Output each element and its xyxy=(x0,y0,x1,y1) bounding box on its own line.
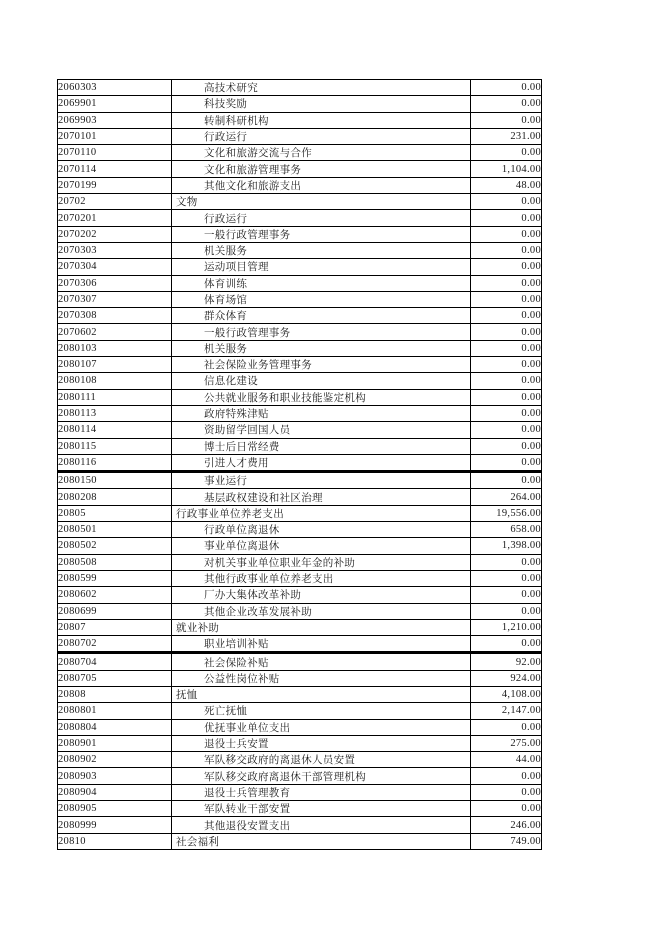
row-description: 资助留学回国人员 xyxy=(172,422,471,438)
table-row xyxy=(58,291,542,307)
row-amount: 246.00 xyxy=(471,817,542,833)
row-description: 科技奖励 xyxy=(172,96,471,112)
row-amount: 0.00 xyxy=(471,194,542,210)
table-row xyxy=(58,194,542,210)
table-row xyxy=(58,686,542,702)
row-amount: 92.00 xyxy=(471,653,542,670)
row-code: 2080901 xyxy=(58,735,172,751)
row-code: 2080602 xyxy=(58,587,172,603)
row-description: 事业运行 xyxy=(172,472,471,489)
row-description: 文物 xyxy=(172,194,471,210)
table-row xyxy=(58,438,542,454)
table-row xyxy=(58,587,542,603)
row-amount: 275.00 xyxy=(471,735,542,751)
row-description: 一般行政管理事务 xyxy=(172,226,471,242)
row-code: 2070201 xyxy=(58,210,172,226)
table-row xyxy=(58,538,542,554)
table-row xyxy=(58,422,542,438)
table-row xyxy=(58,703,542,719)
row-amount: 1,398.00 xyxy=(471,538,542,554)
budget-table-container xyxy=(57,79,541,850)
row-code: 20702 xyxy=(58,194,172,210)
row-description: 一般行政管理事务 xyxy=(172,324,471,340)
table-row xyxy=(58,389,542,405)
row-amount: 0.00 xyxy=(471,308,542,324)
row-amount: 0.00 xyxy=(471,801,542,817)
row-code: 2080150 xyxy=(58,472,172,489)
row-code: 2070602 xyxy=(58,324,172,340)
row-code: 2080508 xyxy=(58,554,172,570)
row-code: 2080801 xyxy=(58,703,172,719)
row-code: 2070304 xyxy=(58,259,172,275)
row-amount: 4,108.00 xyxy=(471,686,542,702)
table-row xyxy=(58,454,542,471)
row-amount: 658.00 xyxy=(471,522,542,538)
row-description: 其他行政事业单位养老支出 xyxy=(172,570,471,586)
table-row xyxy=(58,405,542,421)
row-amount: 0.00 xyxy=(471,636,542,653)
table-row xyxy=(58,80,542,96)
row-description: 其他企业改革发展补助 xyxy=(172,603,471,619)
row-description: 其他文化和旅游支出 xyxy=(172,177,471,193)
row-code: 2080108 xyxy=(58,373,172,389)
row-code: 2080107 xyxy=(58,357,172,373)
row-description: 行政运行 xyxy=(172,128,471,144)
table-row xyxy=(58,275,542,291)
row-description: 运动项目管理 xyxy=(172,259,471,275)
row-description: 其他退役安置支出 xyxy=(172,817,471,833)
row-amount: 0.00 xyxy=(471,570,542,586)
row-description: 公益性岗位补贴 xyxy=(172,670,471,686)
row-description: 军队移交政府离退休干部管理机构 xyxy=(172,768,471,784)
table-row xyxy=(58,603,542,619)
row-amount: 231.00 xyxy=(471,128,542,144)
row-code: 2070114 xyxy=(58,161,172,177)
row-amount: 0.00 xyxy=(471,226,542,242)
row-description: 体育场馆 xyxy=(172,291,471,307)
row-amount: 0.00 xyxy=(471,784,542,800)
table-row xyxy=(58,259,542,275)
row-amount: 0.00 xyxy=(471,438,542,454)
row-code: 2070307 xyxy=(58,291,172,307)
table-body xyxy=(58,80,542,850)
table-row xyxy=(58,752,542,768)
row-code: 2080699 xyxy=(58,603,172,619)
row-amount: 0.00 xyxy=(471,340,542,356)
row-code: 2080902 xyxy=(58,752,172,768)
row-description: 政府特殊津贴 xyxy=(172,405,471,421)
row-amount: 0.00 xyxy=(471,373,542,389)
row-amount: 0.00 xyxy=(471,96,542,112)
table-row xyxy=(58,619,542,635)
row-description: 基层政权建设和社区治理 xyxy=(172,489,471,505)
row-amount: 924.00 xyxy=(471,670,542,686)
table-row xyxy=(58,472,542,489)
row-amount: 0.00 xyxy=(471,259,542,275)
row-code: 2070199 xyxy=(58,177,172,193)
row-code: 2060303 xyxy=(58,80,172,96)
row-code: 2080111 xyxy=(58,389,172,405)
table-row xyxy=(58,833,542,849)
row-amount: 0.00 xyxy=(471,422,542,438)
row-amount: 0.00 xyxy=(471,389,542,405)
table-row xyxy=(58,636,542,653)
table-row xyxy=(58,226,542,242)
row-amount: 0.00 xyxy=(471,242,542,258)
table-row xyxy=(58,340,542,356)
row-code: 2080113 xyxy=(58,405,172,421)
budget-table xyxy=(57,79,542,850)
row-code: 2070101 xyxy=(58,128,172,144)
row-code: 2080904 xyxy=(58,784,172,800)
row-description: 机关服务 xyxy=(172,340,471,356)
row-description: 引进人才费用 xyxy=(172,454,471,471)
row-code: 2080804 xyxy=(58,719,172,735)
row-description: 体育训练 xyxy=(172,275,471,291)
row-amount: 0.00 xyxy=(471,112,542,128)
table-row xyxy=(58,96,542,112)
table-row xyxy=(58,308,542,324)
table-row xyxy=(58,505,542,521)
row-description: 博士后日常经费 xyxy=(172,438,471,454)
row-code: 20808 xyxy=(58,686,172,702)
row-description: 信息化建设 xyxy=(172,373,471,389)
row-code: 2080702 xyxy=(58,636,172,653)
row-amount: 0.00 xyxy=(471,275,542,291)
table-row xyxy=(58,768,542,784)
row-description: 文化和旅游交流与合作 xyxy=(172,145,471,161)
row-description: 行政事业单位养老支出 xyxy=(172,505,471,521)
row-description: 行政单位离退休 xyxy=(172,522,471,538)
row-code: 2080704 xyxy=(58,653,172,670)
row-description: 就业补助 xyxy=(172,619,471,635)
row-code: 2080502 xyxy=(58,538,172,554)
row-description: 事业单位离退休 xyxy=(172,538,471,554)
row-description: 行政运行 xyxy=(172,210,471,226)
table-row xyxy=(58,817,542,833)
row-description: 优抚事业单位支出 xyxy=(172,719,471,735)
row-amount: 0.00 xyxy=(471,719,542,735)
row-amount: 44.00 xyxy=(471,752,542,768)
row-description: 社会福利 xyxy=(172,833,471,849)
row-description: 文化和旅游管理事务 xyxy=(172,161,471,177)
row-amount: 0.00 xyxy=(471,210,542,226)
table-row xyxy=(58,554,542,570)
row-description: 转制科研机构 xyxy=(172,112,471,128)
row-amount: 264.00 xyxy=(471,489,542,505)
table-row xyxy=(58,145,542,161)
row-amount: 48.00 xyxy=(471,177,542,193)
table-row xyxy=(58,801,542,817)
row-description: 社会保险补贴 xyxy=(172,653,471,670)
row-code: 2080705 xyxy=(58,670,172,686)
row-code: 2080114 xyxy=(58,422,172,438)
row-code: 2080905 xyxy=(58,801,172,817)
row-description: 军队转业干部安置 xyxy=(172,801,471,817)
row-amount: 0.00 xyxy=(471,454,542,471)
row-code: 2070202 xyxy=(58,226,172,242)
row-amount: 0.00 xyxy=(471,554,542,570)
row-description: 退役士兵管理教育 xyxy=(172,784,471,800)
row-code: 20807 xyxy=(58,619,172,635)
row-description: 群众体育 xyxy=(172,308,471,324)
row-code: 2080501 xyxy=(58,522,172,538)
row-amount: 0.00 xyxy=(471,291,542,307)
table-row xyxy=(58,522,542,538)
row-amount: 0.00 xyxy=(471,324,542,340)
row-amount: 0.00 xyxy=(471,587,542,603)
row-amount: 1,210.00 xyxy=(471,619,542,635)
row-code: 2070306 xyxy=(58,275,172,291)
table-row xyxy=(58,324,542,340)
table-row xyxy=(58,653,542,670)
row-description: 机关服务 xyxy=(172,242,471,258)
table-row xyxy=(58,112,542,128)
row-amount: 0.00 xyxy=(471,603,542,619)
row-amount: 0.00 xyxy=(471,145,542,161)
row-description: 军队移交政府的离退休人员安置 xyxy=(172,752,471,768)
table-row xyxy=(58,128,542,144)
table-row xyxy=(58,373,542,389)
row-code: 2080103 xyxy=(58,340,172,356)
row-description: 退役士兵安置 xyxy=(172,735,471,751)
row-description: 公共就业服务和职业技能鉴定机构 xyxy=(172,389,471,405)
row-amount: 749.00 xyxy=(471,833,542,849)
row-description: 职业培训补贴 xyxy=(172,636,471,653)
table-row xyxy=(58,242,542,258)
table-row xyxy=(58,719,542,735)
table-row xyxy=(58,570,542,586)
row-code: 2080116 xyxy=(58,454,172,471)
row-code: 2080999 xyxy=(58,817,172,833)
row-code: 2080599 xyxy=(58,570,172,586)
row-description: 对机关事业单位职业年金的补助 xyxy=(172,554,471,570)
table-row xyxy=(58,489,542,505)
table-row xyxy=(58,735,542,751)
row-code: 2069901 xyxy=(58,96,172,112)
row-code: 2080903 xyxy=(58,768,172,784)
table-row xyxy=(58,210,542,226)
row-code: 2069903 xyxy=(58,112,172,128)
row-amount: 0.00 xyxy=(471,80,542,96)
row-amount: 19,556.00 xyxy=(471,505,542,521)
table-row xyxy=(58,670,542,686)
row-amount: 0.00 xyxy=(471,405,542,421)
row-code: 2070303 xyxy=(58,242,172,258)
row-description: 抚恤 xyxy=(172,686,471,702)
row-description: 高技术研究 xyxy=(172,80,471,96)
table-row xyxy=(58,161,542,177)
row-description: 社会保险业务管理事务 xyxy=(172,357,471,373)
row-code: 20805 xyxy=(58,505,172,521)
row-code: 2080208 xyxy=(58,489,172,505)
row-amount: 0.00 xyxy=(471,768,542,784)
row-code: 2070110 xyxy=(58,145,172,161)
row-amount: 0.00 xyxy=(471,357,542,373)
row-code: 20810 xyxy=(58,833,172,849)
row-amount: 2,147.00 xyxy=(471,703,542,719)
row-description: 厂办大集体改革补助 xyxy=(172,587,471,603)
row-amount: 1,104.00 xyxy=(471,161,542,177)
table-row xyxy=(58,784,542,800)
table-row xyxy=(58,177,542,193)
row-description: 死亡抚恤 xyxy=(172,703,471,719)
row-code: 2080115 xyxy=(58,438,172,454)
table-row xyxy=(58,357,542,373)
row-amount: 0.00 xyxy=(471,472,542,489)
row-code: 2070308 xyxy=(58,308,172,324)
